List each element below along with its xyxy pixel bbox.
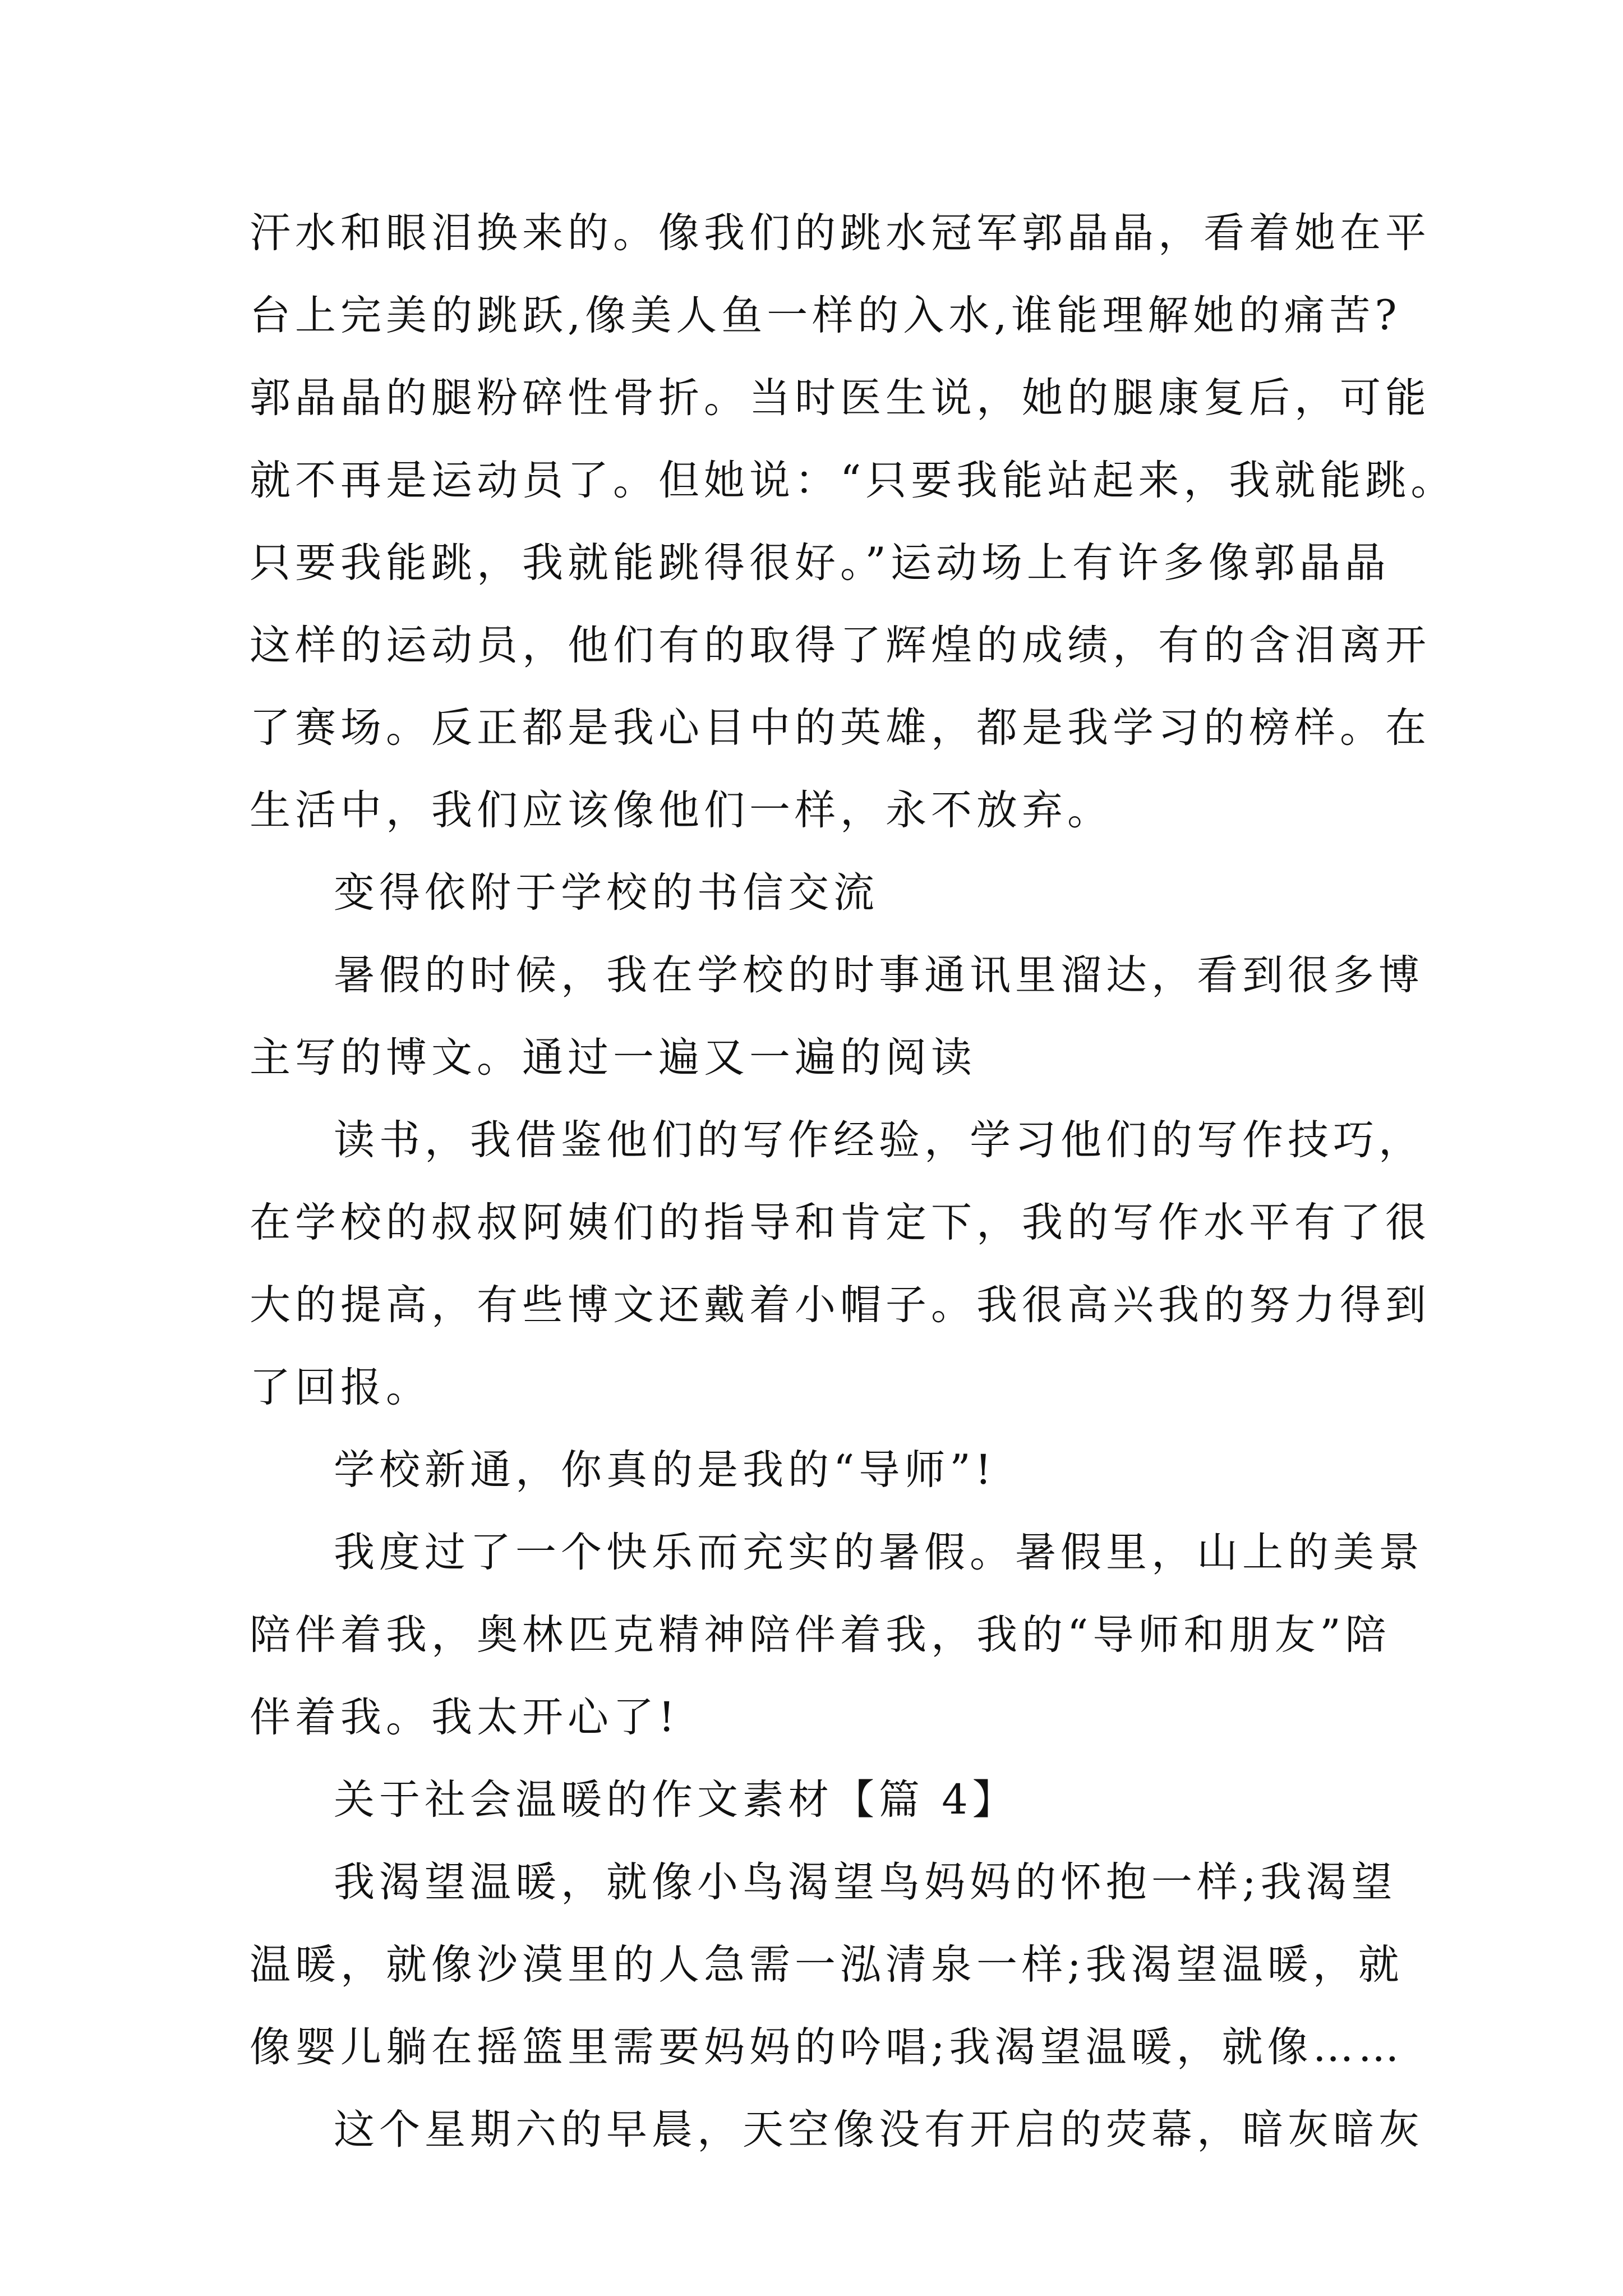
text-line: 我渴望温暖，就像小鸟渴望鸟妈妈的怀抱一样;我渴望: [334, 1858, 1397, 1906]
text-line: 了回报。: [250, 1364, 431, 1411]
text-line: 郭晶晶的腿粉碎性骨折。当时医生说，她的腿康复后，可能: [250, 374, 1431, 422]
text-line: 学校新通，你真的是我的“导师”!: [334, 1446, 996, 1494]
section-heading: 变得依附于学校的书信交流: [334, 869, 879, 917]
text-line: 台上完美的跳跃,像美人鱼一样的入水,谁能理解她的痛苦?: [250, 292, 1401, 339]
text-line: 大的提高，有些博文还戴着小帽子。我很高兴我的努力得到: [250, 1281, 1431, 1329]
text-line: 我度过了一个快乐而充实的暑假。暑假里，山上的美景: [334, 1529, 1424, 1576]
text-line: 温暖，就像沙漠里的人急需一泓清泉一样;我渴望温暖，就: [250, 1941, 1404, 1989]
text-line: 了赛场。反正都是我心目中的英雄，都是我学习的榜样。在: [250, 704, 1431, 752]
section-heading: 关于社会温暖的作文素材【篇 4】: [334, 1776, 1018, 1824]
text-line: 读书，我借鉴他们的写作经验，学习他们的写作技巧，: [334, 1116, 1424, 1164]
text-line: 像婴儿躺在摇篮里需要妈妈的吟唱;我渴望温暖，就像……: [250, 2023, 1404, 2071]
text-line: 汗水和眼泪换来的。像我们的跳水冠军郭晶晶，看着她在平: [250, 209, 1431, 257]
text-line: 伴着我。我太开心了!: [250, 1694, 680, 1741]
text-line: 生活中，我们应该像他们一样，永不放弃。: [250, 786, 1113, 834]
text-line: 在学校的叔叔阿姨们的指导和肯定下，我的写作水平有了很: [250, 1199, 1431, 1246]
text-line: 主写的博文。通过一遍又一遍的阅读: [250, 1034, 976, 1082]
text-line: 这样的运动员，他们有的取得了辉煌的成绩，有的含泪离开: [250, 622, 1431, 669]
text-line: 就不再是运动员了。但她说：“只要我能站起来，我就能跳。: [250, 457, 1456, 504]
text-line: 陪伴着我，奥林匹克精神陪伴着我，我的“导师和朋友”陪: [250, 1611, 1391, 1659]
text-line: 这个星期六的早晨，天空像没有开启的荧幕，暗灰暗灰: [334, 2106, 1424, 2154]
text-line: 暑假的时候，我在学校的时事通讯里溜达，看到很多博: [334, 951, 1424, 999]
text-line: 只要我能跳，我就能跳得很好。”运动场上有许多像郭晶晶: [250, 539, 1390, 587]
